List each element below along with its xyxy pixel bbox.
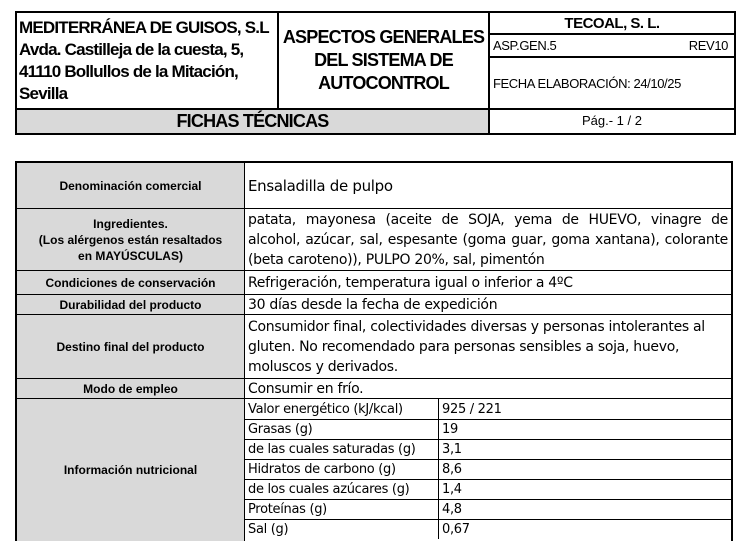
nutrition-row [245,519,731,539]
title-line: AUTOCONTROL [318,73,449,93]
nutrient-value: 1,4 [442,481,462,497]
nutrient-name: Sal (g) [245,519,439,539]
company-block [17,13,279,108]
nutrient-value: 3,1 [442,441,462,457]
nutrition-row [245,499,731,520]
company-province: Sevilla [19,83,68,103]
company-city: 41110 Bollullos de la Mitación, [19,61,238,81]
company-address: Avda. Castilleja de la cuesta, 5, [19,39,244,59]
durabilidad-value: 30 días desde la fecha de expedición [245,295,731,315]
consultant-name: TECOAL, S. L. [490,13,734,35]
nutrient-name: Grasas (g) [245,419,439,439]
destino-label: Destino final del producto [17,315,245,379]
document-title [279,13,490,108]
modo-label: Modo de empleo [17,379,245,399]
conservacion-value: Refrigeración, temperatura igual o inferior a 4ºC [245,271,731,295]
nutrition-row [245,439,731,460]
nutrition-table [245,399,731,541]
company-name: MEDITERRÁNEA DE GUISOS, S.L [19,17,269,37]
doc-code-row [490,35,734,58]
doc-code: ASP.GEN.5 [493,38,557,53]
nutrient-name: Proteínas (g) [245,499,439,519]
nutrient-value: 4,8 [442,501,462,517]
label-line: (Los alérgenos están resaltados [38,232,223,247]
durabilidad-label: Durabilidad del producto [17,295,245,315]
nutrient-value: 19 [442,421,458,437]
label-line: Ingredientes. [93,216,168,231]
nutrient-name: de las cuales saturadas (g) [245,439,439,459]
modo-value: Consumir en frío. [245,379,731,399]
nutrient-value: 925 / 221 [442,401,502,417]
ingredientes-label [17,209,245,271]
elaboration-date: FECHA ELABORACIÓN: 24/10/25 [493,75,681,91]
conservacion-label: Condiciones de conservación [17,271,245,295]
nutricion-label: Información nutricional [17,399,245,541]
nutrient-value: 8,6 [442,461,462,477]
page-number: Pág.- 1 / 2 [490,108,734,133]
nutrition-row [245,459,731,480]
destino-value: Consumidor final, colectividades diversas y personas intolerantes al gluten. No recomendado para personas sensibles a soja, huevo, moluscos y derivados. [245,315,731,379]
denominacion-value: Ensaladilla de pulpo [245,163,731,209]
nutrient-name: de los cuales azúcares (g) [245,479,439,499]
ingredientes-value: patata, mayonesa (aceite de SOJA, yema de HUEVO, vinagre de alcohol, azúcar, sal, espesante (goma guar, goma xantana), colorante (beta caroteno)), PULPO 20%, sal, pimentón [245,209,731,271]
nutrition-row [245,399,731,420]
title-line: ASPECTOS GENERALES [282,27,485,47]
nutrient-name: Hidratos de carbono (g) [245,459,439,479]
label-line: en MAYÚSCULAS) [78,248,183,263]
nutrient-name: Valor energético (kJ/kcal) [245,399,439,419]
revision: REV10 [688,38,728,53]
title-line: DEL SISTEMA DE [314,50,453,70]
nutrition-row [245,419,731,440]
denominacion-label: Denominación comercial [17,163,245,209]
nutrition-row [245,479,731,500]
nutrient-value: 0,67 [442,521,470,537]
section-title: FICHAS TÉCNICAS [17,108,490,133]
